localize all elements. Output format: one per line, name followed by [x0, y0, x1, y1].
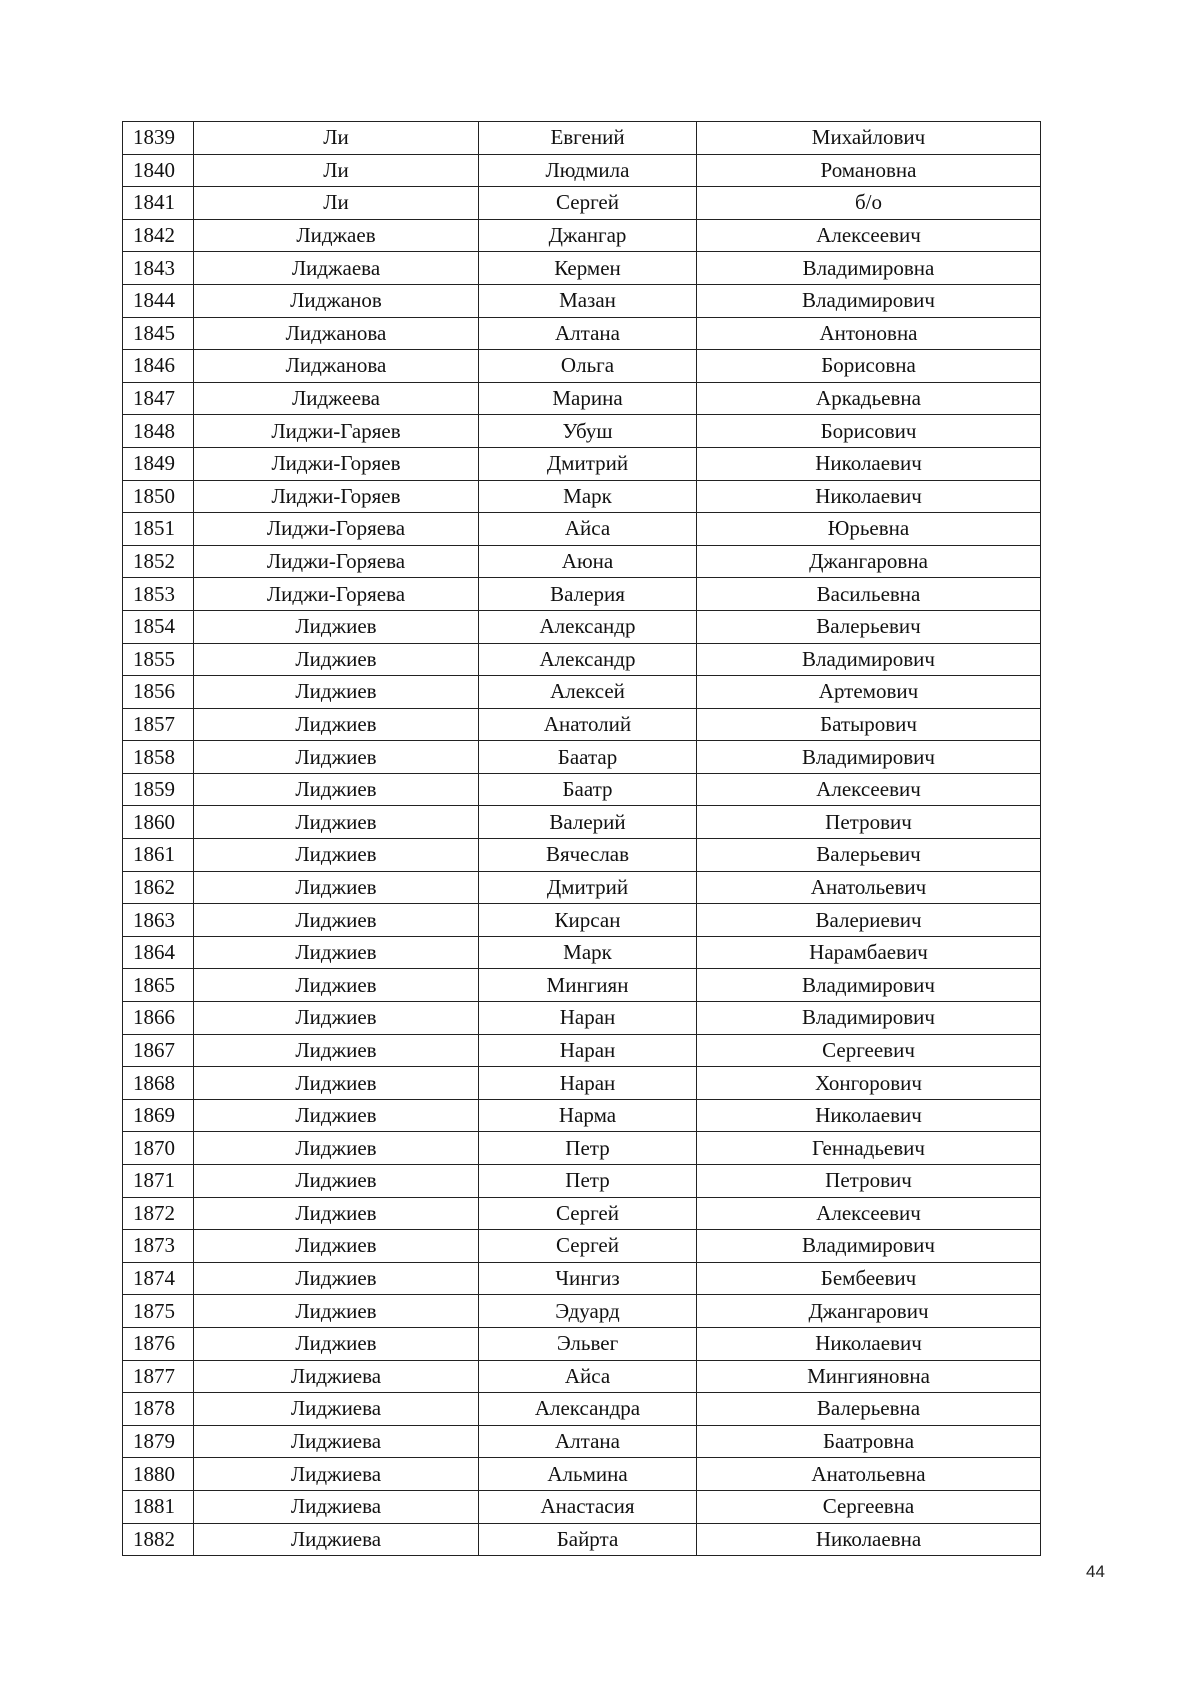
patronymic-cell: Джангаровна [697, 545, 1041, 578]
first-name-cell: Баатар [479, 741, 697, 774]
page-number: 44 [1086, 1562, 1105, 1581]
table-row [123, 643, 1041, 676]
last-name-cell: Лиджиев [194, 1262, 479, 1295]
first-name-cell: Баатр [479, 773, 697, 806]
patronymic-cell: Сергеевич [697, 1034, 1041, 1067]
row-number-cell: 1859 [123, 773, 194, 806]
first-name-cell: Кирсан [479, 904, 697, 937]
last-name-cell: Лиджиев [194, 969, 479, 1002]
row-number-cell: 1839 [123, 122, 194, 155]
last-name-cell: Ли [194, 122, 479, 155]
table-row [123, 1067, 1041, 1100]
first-name-cell: Александр [479, 643, 697, 676]
last-name-cell: Лиджиева [194, 1425, 479, 1458]
table-row [123, 1034, 1041, 1067]
first-name-cell: Эльвег [479, 1327, 697, 1360]
table-row [123, 676, 1041, 709]
last-name-cell: Лиджиева [194, 1458, 479, 1491]
row-number-cell: 1846 [123, 350, 194, 383]
last-name-cell: Лиджаева [194, 252, 479, 285]
row-number-cell: 1865 [123, 969, 194, 1002]
last-name-cell: Лиджи-Горяева [194, 578, 479, 611]
last-name-cell: Лиджиев [194, 1067, 479, 1100]
first-name-cell: Сергей [479, 1197, 697, 1230]
row-number-cell: 1848 [123, 415, 194, 448]
patronymic-cell: Нарамбаевич [697, 936, 1041, 969]
row-number-cell: 1882 [123, 1523, 194, 1556]
row-number-cell: 1877 [123, 1360, 194, 1393]
row-number-cell: 1856 [123, 676, 194, 709]
patronymic-cell: Алексеевич [697, 1197, 1041, 1230]
first-name-cell: Нарма [479, 1099, 697, 1132]
table-row [123, 252, 1041, 285]
first-name-cell: Алексей [479, 676, 697, 709]
patronymic-cell: Владимирович [697, 741, 1041, 774]
table-row [123, 317, 1041, 350]
table-row [123, 382, 1041, 415]
table-row [123, 1425, 1041, 1458]
last-name-cell: Лиджи-Горяев [194, 480, 479, 513]
table-row [123, 1523, 1041, 1556]
last-name-cell: Лиджиев [194, 936, 479, 969]
row-number-cell: 1857 [123, 708, 194, 741]
last-name-cell: Лиджиев [194, 1002, 479, 1035]
last-name-cell: Лиджи-Горяева [194, 513, 479, 546]
table-row [123, 1197, 1041, 1230]
last-name-cell: Ли [194, 187, 479, 220]
first-name-cell: Наран [479, 1002, 697, 1035]
table-row [123, 871, 1041, 904]
patronymic-cell: Баатровна [697, 1425, 1041, 1458]
patronymic-cell: Петрович [697, 1165, 1041, 1198]
row-number-cell: 1861 [123, 839, 194, 872]
last-name-cell: Лиджиев [194, 610, 479, 643]
row-number-cell: 1841 [123, 187, 194, 220]
last-name-cell: Лиджиева [194, 1360, 479, 1393]
row-number-cell: 1853 [123, 578, 194, 611]
row-number-cell: 1870 [123, 1132, 194, 1165]
table-row [123, 350, 1041, 383]
first-name-cell: Наран [479, 1034, 697, 1067]
first-name-cell: Евгений [479, 122, 697, 155]
first-name-cell: Айса [479, 513, 697, 546]
last-name-cell: Лиджиев [194, 1295, 479, 1328]
first-name-cell: Марк [479, 936, 697, 969]
row-number-cell: 1876 [123, 1327, 194, 1360]
names-table-body [123, 122, 1041, 1556]
last-name-cell: Лиджиев [194, 839, 479, 872]
first-name-cell: Петр [479, 1165, 697, 1198]
last-name-cell: Лиджиев [194, 741, 479, 774]
first-name-cell: Мингиян [479, 969, 697, 1002]
last-name-cell: Лиджиев [194, 806, 479, 839]
table-row [123, 1295, 1041, 1328]
row-number-cell: 1867 [123, 1034, 194, 1067]
patronymic-cell: Васильевна [697, 578, 1041, 611]
first-name-cell: Анатолий [479, 708, 697, 741]
first-name-cell: Петр [479, 1132, 697, 1165]
table-row [123, 284, 1041, 317]
first-name-cell: Дмитрий [479, 447, 697, 480]
patronymic-cell: Аркадьевна [697, 382, 1041, 415]
row-number-cell: 1854 [123, 610, 194, 643]
row-number-cell: 1879 [123, 1425, 194, 1458]
first-name-cell: Вячеслав [479, 839, 697, 872]
last-name-cell: Лиджиев [194, 1132, 479, 1165]
patronymic-cell: Батырович [697, 708, 1041, 741]
row-number-cell: 1871 [123, 1165, 194, 1198]
table-row [123, 839, 1041, 872]
table-row [123, 806, 1041, 839]
last-name-cell: Лиджиев [194, 1327, 479, 1360]
first-name-cell: Байрта [479, 1523, 697, 1556]
row-number-cell: 1863 [123, 904, 194, 937]
patronymic-cell: Николаевич [697, 480, 1041, 513]
table-row [123, 904, 1041, 937]
table-row [123, 480, 1041, 513]
first-name-cell: Валерия [479, 578, 697, 611]
table-row [123, 1002, 1041, 1035]
row-number-cell: 1845 [123, 317, 194, 350]
first-name-cell: Марина [479, 382, 697, 415]
first-name-cell: Алтана [479, 1425, 697, 1458]
last-name-cell: Лиджи-Гаряев [194, 415, 479, 448]
last-name-cell: Ли [194, 154, 479, 187]
table-row [123, 415, 1041, 448]
first-name-cell: Кермен [479, 252, 697, 285]
table-row [123, 969, 1041, 1002]
first-name-cell: Алтана [479, 317, 697, 350]
table-row [123, 773, 1041, 806]
table-row [123, 1458, 1041, 1491]
first-name-cell: Александр [479, 610, 697, 643]
patronymic-cell: Валерьевна [697, 1393, 1041, 1426]
patronymic-cell: Борисовна [697, 350, 1041, 383]
first-name-cell: Чингиз [479, 1262, 697, 1295]
patronymic-cell: Бембеевич [697, 1262, 1041, 1295]
last-name-cell: Лиджиев [194, 643, 479, 676]
table-row [123, 1393, 1041, 1426]
row-number-cell: 1869 [123, 1099, 194, 1132]
patronymic-cell: Алексеевич [697, 773, 1041, 806]
last-name-cell: Лиджиев [194, 1165, 479, 1198]
patronymic-cell: Владимировна [697, 252, 1041, 285]
names-table [122, 121, 1041, 1556]
last-name-cell: Лиджиев [194, 708, 479, 741]
last-name-cell: Лиджиев [194, 871, 479, 904]
patronymic-cell: Владимирович [697, 643, 1041, 676]
last-name-cell: Лиджиев [194, 1099, 479, 1132]
patronymic-cell: Хонгорович [697, 1067, 1041, 1100]
table-row [123, 936, 1041, 969]
patronymic-cell: Джангарович [697, 1295, 1041, 1328]
table-row [123, 187, 1041, 220]
first-name-cell: Сергей [479, 187, 697, 220]
row-number-cell: 1862 [123, 871, 194, 904]
last-name-cell: Лиджанов [194, 284, 479, 317]
patronymic-cell: Валерьевич [697, 610, 1041, 643]
table-row [123, 219, 1041, 252]
table-row [123, 578, 1041, 611]
row-number-cell: 1847 [123, 382, 194, 415]
last-name-cell: Лиджиев [194, 904, 479, 937]
first-name-cell: Сергей [479, 1230, 697, 1263]
row-number-cell: 1843 [123, 252, 194, 285]
row-number-cell: 1873 [123, 1230, 194, 1263]
table-row [123, 1165, 1041, 1198]
table-row [123, 513, 1041, 546]
first-name-cell: Дмитрий [479, 871, 697, 904]
patronymic-cell: Владимирович [697, 1230, 1041, 1263]
table-row [123, 610, 1041, 643]
table-row [123, 1490, 1041, 1523]
table-row [123, 708, 1041, 741]
patronymic-cell: Владимирович [697, 1002, 1041, 1035]
last-name-cell: Лиджиева [194, 1393, 479, 1426]
first-name-cell: Наран [479, 1067, 697, 1100]
row-number-cell: 1852 [123, 545, 194, 578]
patronymic-cell: Валериевич [697, 904, 1041, 937]
first-name-cell: Альмина [479, 1458, 697, 1491]
patronymic-cell: Николаевич [697, 1327, 1041, 1360]
row-number-cell: 1868 [123, 1067, 194, 1100]
last-name-cell: Лиджиев [194, 676, 479, 709]
last-name-cell: Лиджеева [194, 382, 479, 415]
table-row [123, 1327, 1041, 1360]
row-number-cell: 1851 [123, 513, 194, 546]
table-row [123, 1360, 1041, 1393]
last-name-cell: Лиджиев [194, 1230, 479, 1263]
patronymic-cell: Владимирович [697, 284, 1041, 317]
patronymic-cell: Анатольевич [697, 871, 1041, 904]
last-name-cell: Лиджаев [194, 219, 479, 252]
first-name-cell: Аюна [479, 545, 697, 578]
last-name-cell: Лиджанова [194, 350, 479, 383]
patronymic-cell: Алексеевич [697, 219, 1041, 252]
patronymic-cell: Борисович [697, 415, 1041, 448]
first-name-cell: Мазан [479, 284, 697, 317]
last-name-cell: Лиджиев [194, 773, 479, 806]
first-name-cell: Убуш [479, 415, 697, 448]
patronymic-cell: Геннадьевич [697, 1132, 1041, 1165]
first-name-cell: Джангар [479, 219, 697, 252]
last-name-cell: Лиджанова [194, 317, 479, 350]
first-name-cell: Валерий [479, 806, 697, 839]
table-row [123, 447, 1041, 480]
first-name-cell: Александра [479, 1393, 697, 1426]
row-number-cell: 1878 [123, 1393, 194, 1426]
table-row [123, 741, 1041, 774]
first-name-cell: Людмила [479, 154, 697, 187]
row-number-cell: 1872 [123, 1197, 194, 1230]
patronymic-cell: Артемович [697, 676, 1041, 709]
row-number-cell: 1840 [123, 154, 194, 187]
patronymic-cell: Юрьевна [697, 513, 1041, 546]
row-number-cell: 1858 [123, 741, 194, 774]
patronymic-cell: Валерьевич [697, 839, 1041, 872]
last-name-cell: Лиджиев [194, 1197, 479, 1230]
table-row [123, 1262, 1041, 1295]
row-number-cell: 1844 [123, 284, 194, 317]
last-name-cell: Лиджиева [194, 1523, 479, 1556]
first-name-cell: Айса [479, 1360, 697, 1393]
row-number-cell: 1855 [123, 643, 194, 676]
table-row [123, 122, 1041, 155]
row-number-cell: 1880 [123, 1458, 194, 1491]
row-number-cell: 1875 [123, 1295, 194, 1328]
table-row [123, 154, 1041, 187]
patronymic-cell: Михайлович [697, 122, 1041, 155]
patronymic-cell: Николаевна [697, 1523, 1041, 1556]
row-number-cell: 1864 [123, 936, 194, 969]
patronymic-cell: Мингияновна [697, 1360, 1041, 1393]
last-name-cell: Лиджиев [194, 1034, 479, 1067]
first-name-cell: Анастасия [479, 1490, 697, 1523]
patronymic-cell: Николаевич [697, 447, 1041, 480]
patronymic-cell: Романовна [697, 154, 1041, 187]
first-name-cell: Марк [479, 480, 697, 513]
row-number-cell: 1842 [123, 219, 194, 252]
row-number-cell: 1881 [123, 1490, 194, 1523]
table-row [123, 1230, 1041, 1263]
last-name-cell: Лиджи-Горяев [194, 447, 479, 480]
patronymic-cell: Николаевич [697, 1099, 1041, 1132]
first-name-cell: Ольга [479, 350, 697, 383]
patronymic-cell: Анатольевна [697, 1458, 1041, 1491]
row-number-cell: 1874 [123, 1262, 194, 1295]
first-name-cell: Эдуард [479, 1295, 697, 1328]
table-row [123, 1099, 1041, 1132]
patronymic-cell: Сергеевна [697, 1490, 1041, 1523]
table-row [123, 1132, 1041, 1165]
row-number-cell: 1849 [123, 447, 194, 480]
patronymic-cell: Антоновна [697, 317, 1041, 350]
last-name-cell: Лиджиева [194, 1490, 479, 1523]
row-number-cell: 1850 [123, 480, 194, 513]
last-name-cell: Лиджи-Горяева [194, 545, 479, 578]
table-row [123, 545, 1041, 578]
patronymic-cell: Владимирович [697, 969, 1041, 1002]
row-number-cell: 1860 [123, 806, 194, 839]
patronymic-cell: б/о [697, 187, 1041, 220]
patronymic-cell: Петрович [697, 806, 1041, 839]
row-number-cell: 1866 [123, 1002, 194, 1035]
